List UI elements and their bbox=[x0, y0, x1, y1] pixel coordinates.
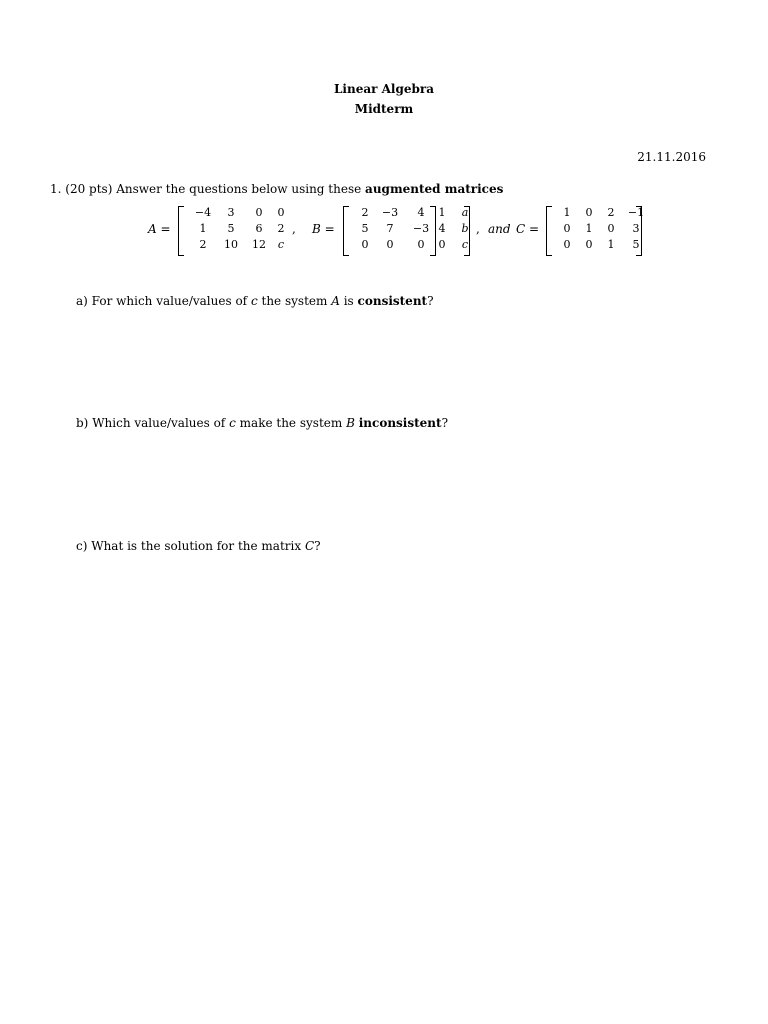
matrix-c bbox=[516, 206, 646, 254]
part-b-label: b) bbox=[76, 416, 89, 430]
matrix-b-cell-r1-c5: a bbox=[461, 206, 469, 219]
matrix-b bbox=[312, 206, 472, 254]
matrix-a-cell-r2-c1: 1 bbox=[199, 222, 207, 235]
matrix-a-cell-r2-c4: 2 bbox=[277, 222, 285, 235]
matrix-c-cell-r2-c4: 3 bbox=[632, 222, 640, 235]
matrix-c-cell-r1-c4: −1 bbox=[627, 206, 645, 219]
part-b-end: ? bbox=[441, 416, 449, 430]
matrix-b-cell-r3-c3: 0 bbox=[417, 238, 425, 251]
part-c-label: c) bbox=[76, 539, 88, 553]
matrix-c-cell-r1-c3: 2 bbox=[607, 206, 615, 219]
matrix-a-cell-r2-c2: 5 bbox=[227, 222, 235, 235]
matrix-b-cell-r3-c5: c bbox=[461, 238, 469, 251]
part-a-text-3: is bbox=[343, 294, 354, 308]
part-b-bold: inconsistent bbox=[358, 416, 442, 430]
part-c bbox=[76, 539, 321, 553]
and-word: and bbox=[488, 222, 511, 236]
matrix-b-label: B = bbox=[312, 222, 335, 236]
matrix-separator: , bbox=[292, 222, 296, 236]
part-a-text-2: the system bbox=[261, 294, 328, 308]
matrix-c-cell-r3-c1: 0 bbox=[563, 238, 571, 251]
matrix-a-cell-r1-c4: 0 bbox=[277, 206, 285, 219]
matrix-a-cell-r3-c3: 12 bbox=[252, 238, 266, 251]
matrix-b-cell-r3-c1: 0 bbox=[361, 238, 369, 251]
matrix-c-label: C = bbox=[516, 222, 540, 236]
matrix-a-cell-r1-c3: 0 bbox=[255, 206, 263, 219]
question-number: 1. bbox=[50, 182, 62, 196]
matrix-c-cell-r3-c2: 0 bbox=[585, 238, 593, 251]
part-b-text-1: Which value/values of bbox=[92, 416, 226, 430]
matrix-b-left-bracket bbox=[343, 206, 349, 256]
matrix-c-cell-r1-c2: 0 bbox=[585, 206, 593, 219]
matrix-a-cell-r3-c4: c bbox=[277, 238, 285, 251]
matrix-c-cell-r3-c4: 5 bbox=[632, 238, 640, 251]
question-points: (20 pts) bbox=[65, 182, 113, 196]
matrix-a bbox=[148, 206, 298, 254]
matrix-a-cell-r1-c2: 3 bbox=[227, 206, 235, 219]
matrix-b-cell-r3-c4: 0 bbox=[438, 238, 446, 251]
part-b bbox=[76, 416, 448, 430]
matrix-b-cell-r1-c2: −3 bbox=[381, 206, 399, 219]
question-prompt-bold: augmented matrices bbox=[365, 182, 504, 196]
part-a-label: a) bbox=[76, 294, 88, 308]
matrix-a-cell-r2-c3: 6 bbox=[255, 222, 263, 235]
matrix-c-cell-r2-c3: 0 bbox=[607, 222, 615, 235]
matrix-a-cell-r1-c1: −4 bbox=[194, 206, 212, 219]
matrix-a-cell-r3-c2: 10 bbox=[224, 238, 238, 251]
matrix-separator: , bbox=[476, 222, 480, 236]
matrix-b-cell-r1-c3: 4 bbox=[417, 206, 425, 219]
matrix-a-label: A = bbox=[148, 222, 171, 236]
part-b-var-c: c bbox=[229, 416, 236, 430]
matrix-b-cell-r2-c3: −3 bbox=[412, 222, 430, 235]
part-a-bold: consistent bbox=[357, 294, 428, 308]
matrix-a-left-bracket bbox=[178, 206, 184, 256]
part-b-text-2: make the system bbox=[239, 416, 343, 430]
matrix-a-cell-r3-c1: 2 bbox=[199, 238, 207, 251]
exam-title: Midterm bbox=[354, 102, 414, 116]
part-c-text-1: What is the solution for the matrix bbox=[91, 539, 302, 553]
matrix-b-cell-r1-c4: 1 bbox=[438, 206, 446, 219]
part-a-var-a: A bbox=[331, 294, 340, 308]
matrix-c-cell-r2-c1: 0 bbox=[563, 222, 571, 235]
matrix-c-right-bracket bbox=[636, 206, 642, 256]
matrix-b-cell-r2-c2: 7 bbox=[386, 222, 394, 235]
matrix-b-cell-r1-c1: 2 bbox=[361, 206, 369, 219]
matrix-b-cell-r2-c5: b bbox=[461, 222, 469, 235]
matrix-c-cell-r3-c3: 1 bbox=[607, 238, 615, 251]
course-title: Linear Algebra bbox=[333, 82, 434, 96]
part-a bbox=[76, 294, 434, 308]
part-c-end: ? bbox=[314, 539, 321, 553]
exam-date: 21.11.2016 bbox=[637, 150, 706, 164]
part-a-text-1: For which value/values of bbox=[91, 294, 248, 308]
matrix-b-cell-r2-c1: 5 bbox=[361, 222, 369, 235]
question-prompt-text: Answer the questions below using these bbox=[116, 182, 362, 196]
part-a-end: ? bbox=[427, 294, 434, 308]
part-b-var-b: B bbox=[346, 416, 355, 430]
part-a-var-c: c bbox=[250, 294, 258, 308]
matrix-c-cell-r1-c1: 1 bbox=[563, 206, 571, 219]
part-c-var-c: C bbox=[304, 539, 315, 553]
matrix-b-cell-r3-c2: 0 bbox=[386, 238, 394, 251]
matrix-c-cell-r2-c2: 1 bbox=[585, 222, 593, 235]
matrix-b-cell-r2-c4: 4 bbox=[438, 222, 446, 235]
matrix-b-right-bracket bbox=[464, 206, 470, 256]
question-1-prompt bbox=[50, 182, 503, 196]
